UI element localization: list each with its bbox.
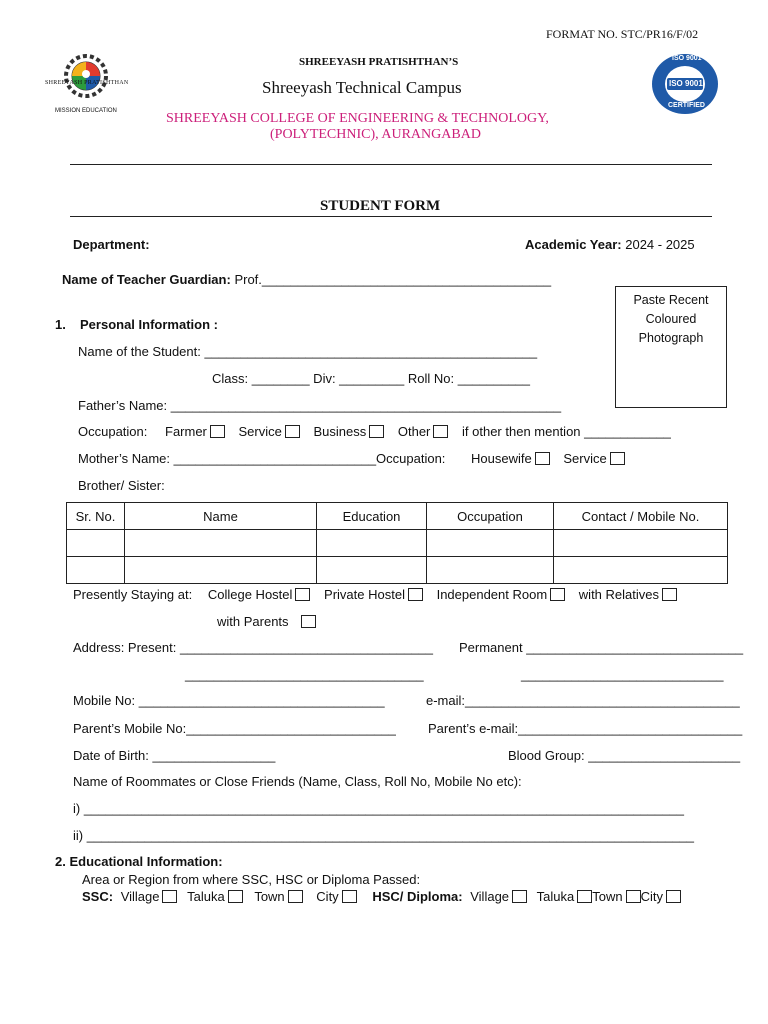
with-parents-label: with Parents [217, 614, 289, 629]
table-cell[interactable] [554, 530, 728, 557]
dob-field[interactable]: Date of Birth: _________________ [73, 748, 276, 763]
ssc-city-checkbox[interactable] [342, 890, 357, 903]
mother-service-checkbox[interactable] [610, 452, 625, 465]
col-education: Education [317, 503, 427, 530]
father-name-field[interactable]: Father’s Name: ______________________________________________________ [78, 398, 562, 413]
present-address-line2[interactable]: _________________________________ [185, 667, 424, 682]
table-cell[interactable] [125, 530, 317, 557]
mother-name-field[interactable]: Mother’s Name: ____________________________Occupation: [78, 451, 446, 466]
section1-number: 1. [55, 317, 66, 332]
area-region-row [82, 889, 681, 904]
roommate-2-field[interactable]: ii) ____________________________________________________________________________________ [73, 828, 695, 843]
photo-box[interactable] [615, 286, 727, 408]
mother-row [78, 451, 625, 466]
with-parents-row [217, 614, 316, 629]
occ-service-checkbox[interactable] [285, 425, 300, 438]
hsc-city-label: City [640, 889, 663, 904]
ssc-village-label: Village [120, 889, 160, 904]
academic-year-value: 2024 - 2025 [625, 237, 695, 252]
ssc-taluka-label: Taluka [187, 889, 225, 904]
occ-business-label: Business [313, 424, 367, 439]
mobile-field[interactable]: Mobile No: __________________________________ [73, 693, 385, 708]
ssc-town-checkbox[interactable] [288, 890, 303, 903]
occ-business-checkbox[interactable] [369, 425, 384, 438]
permanent-address-line2[interactable]: ____________________________ [521, 667, 724, 682]
staying-label: Presently Staying at: [73, 587, 193, 602]
hsc-village-label: Village [470, 889, 510, 904]
ssc-town-label: Town [254, 889, 285, 904]
academic-year [525, 237, 695, 252]
col-sr-no: Sr. No. [67, 503, 125, 530]
format-number: FORMAT NO. STC/PR16/F/02 [546, 27, 699, 41]
college-name-line1: SHREEYASH COLLEGE OF ENGINEERING & TECHNOLOGY, [166, 111, 549, 126]
table-cell[interactable] [317, 530, 427, 557]
hsc-label: HSC/ Diploma: [372, 889, 463, 904]
table-row [67, 557, 728, 584]
col-contact: Contact / Mobile No. [554, 503, 728, 530]
independent-room-label: Independent Room [436, 587, 548, 602]
campus-name: Shreeyash Technical Campus [262, 78, 462, 97]
class-div-roll-field[interactable]: Class: ________ Div: _________ Roll No: __________ [212, 371, 531, 386]
pratishthan-name: SHREEYASH PRATISHTHAN’S [299, 56, 459, 68]
parent-email-field[interactable]: Parent’s e-mail:_______________________________ [428, 721, 743, 736]
college-hostel-checkbox[interactable] [295, 588, 310, 601]
occ-farmer-label: Farmer [165, 424, 207, 439]
hsc-town-checkbox[interactable] [626, 890, 641, 903]
mother-service-label: Service [563, 451, 607, 466]
occ-service-label: Service [238, 424, 282, 439]
table-cell[interactable] [554, 557, 728, 584]
with-relatives-label: with Relatives [578, 587, 659, 602]
photo-line1: Paste Recent [633, 293, 709, 307]
roommates-label: Name of Roommates or Close Friends (Name, Class, Roll No, Mobile No etc): [73, 774, 522, 789]
blood-group-field[interactable]: Blood Group: _____________________ [508, 748, 741, 763]
photo-line2: Coloured [645, 312, 697, 326]
title-divider [70, 216, 712, 217]
header-divider [70, 164, 712, 165]
email-field[interactable]: e-mail:______________________________________ [426, 693, 740, 708]
photo-line3: Photograph [638, 331, 704, 345]
mother-housewife-label: Housewife [471, 451, 532, 466]
college-name-line2: (POLYTECHNIC), AURANGABAD [270, 127, 481, 142]
ssc-village-checkbox[interactable] [162, 890, 177, 903]
iso-bottom-text: CERTIFIED [668, 102, 705, 109]
form-title: STUDENT FORM [320, 198, 441, 214]
table-cell[interactable] [67, 530, 125, 557]
hsc-village-checkbox[interactable] [512, 890, 527, 903]
sibling-table [66, 502, 728, 584]
present-address-field[interactable]: Address: Present: ___________________________________ [73, 640, 433, 655]
department-label: Department: [73, 237, 150, 252]
hsc-taluka-label: Taluka [536, 889, 575, 904]
private-hostel-label: Private Hostel [324, 587, 405, 602]
table-header-row [67, 503, 728, 530]
brother-sister-label: Brother/ Sister: [78, 478, 165, 493]
ssc-taluka-checkbox[interactable] [228, 890, 243, 903]
staying-row [73, 587, 677, 602]
permanent-address-field[interactable]: Permanent ______________________________ [459, 640, 744, 655]
with-parents-checkbox[interactable] [301, 615, 316, 628]
college-hostel-label: College Hostel [207, 587, 293, 602]
guardian-field[interactable]: Prof.________________________________________ [234, 272, 552, 287]
ssc-city-label: City [316, 889, 339, 904]
occ-other-label: Other [397, 424, 431, 439]
student-name-field[interactable]: Name of the Student: ______________________________________________ [78, 344, 538, 359]
table-cell[interactable] [67, 557, 125, 584]
parent-mobile-field[interactable]: Parent’s Mobile No:_____________________________ [73, 721, 396, 736]
occupation-label: Occupation: [78, 424, 148, 439]
col-occupation: Occupation [427, 503, 554, 530]
table-row [67, 530, 728, 557]
roommate-1-field[interactable]: i) ___________________________________________________________________________________ [73, 801, 684, 816]
hsc-town-label: Town [592, 889, 623, 904]
iso-mid-text: ISO 9001 [669, 79, 703, 88]
logo-text: SHREEYASH PRATISHTHAN [45, 80, 129, 86]
col-name: Name [125, 503, 317, 530]
occ-other-mention-field[interactable]: if other then mention ____________ [462, 424, 671, 439]
hsc-taluka-checkbox[interactable] [577, 890, 592, 903]
occ-farmer-checkbox[interactable] [210, 425, 225, 438]
mother-housewife-checkbox[interactable] [535, 452, 550, 465]
academic-year-label: Academic Year: [525, 237, 622, 252]
occ-other-checkbox[interactable] [433, 425, 448, 438]
private-hostel-checkbox[interactable] [408, 588, 423, 601]
table-cell[interactable] [427, 557, 554, 584]
area-region-label: Area or Region from where SSC, HSC or Diploma Passed: [82, 872, 421, 887]
section1-heading: Personal Information : [80, 317, 218, 332]
iso-top-text: ISO 9001 [672, 55, 702, 62]
logo-caption: MISSION EDUCATION [55, 108, 117, 114]
guardian-label: Name of Teacher Guardian: [62, 272, 231, 287]
hsc-city-checkbox[interactable] [666, 890, 681, 903]
teacher-guardian [62, 272, 551, 287]
with-relatives-checkbox[interactable] [662, 588, 677, 601]
ssc-label: SSC: [82, 889, 114, 904]
independent-room-checkbox[interactable] [550, 588, 565, 601]
table-cell[interactable] [427, 530, 554, 557]
section2-heading: 2. Educational Information: [55, 854, 223, 869]
father-occupation-row [78, 424, 671, 439]
table-cell[interactable] [317, 557, 427, 584]
table-cell[interactable] [125, 557, 317, 584]
